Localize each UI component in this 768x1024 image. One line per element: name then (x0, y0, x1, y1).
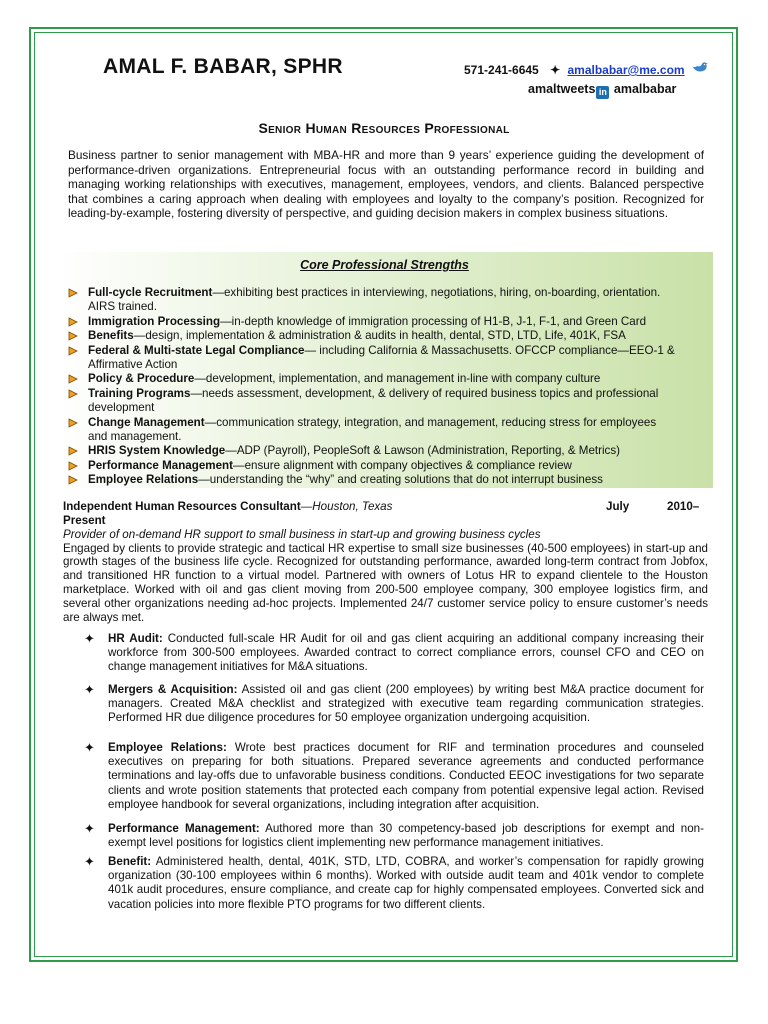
achievement-detail: Assisted oil and gas client (200 employees) by writing best M&A practice document for managers. Created M&A checklist and strategized with executive team regarding communication strategies. Performed HR due diligence procedures for 50 employee organization undergoing acquisition. (108, 683, 704, 725)
achievement-detail: Authored more than 30 competency-based job descriptions for exempt and non-exempt level positions for logistics client implementing new performance management initiatives. (108, 822, 704, 850)
strength-item (56, 372, 676, 386)
arrow-bullet-icon (68, 416, 80, 430)
contact-line (464, 62, 708, 77)
strength-item (56, 473, 676, 487)
strength-item (56, 329, 676, 343)
job-location: —Houston, Texas (300, 500, 393, 513)
achievement-label: Employee Relations: (108, 741, 227, 754)
achievement-text (108, 632, 704, 675)
achievement-label: HR Audit: (108, 632, 163, 645)
achievement-label: Performance Management: (108, 822, 260, 835)
strength-item (56, 416, 676, 445)
arrow-bullet-icon (68, 444, 80, 458)
linkedin-icon[interactable]: in (596, 86, 609, 99)
strength-text: — including California & Massachusetts. OFCCP compliance—EEO-1 & Affirmative Action (88, 343, 675, 372)
strength-text: —ensure alignment with company objectives & compliance review (232, 458, 572, 472)
strength-text: —ADP (Payroll), PeopleSoft & Lawson (Administration, Reporting, & Metrics) (225, 444, 621, 458)
job-role: Independent Human Resources Consultant (63, 500, 301, 513)
strength-label: Federal & Multi-state Legal Compliance (88, 343, 305, 357)
strengths-list (56, 286, 676, 488)
achievement-text (108, 822, 704, 850)
separator-diamond-icon: ✦ (550, 63, 561, 77)
job-start-year: 2010– (667, 500, 700, 513)
strength-label: Immigration Processing (88, 314, 221, 328)
job-tagline: Provider of on-demand HR support to small business in start-up and growing business cycles (63, 527, 541, 541)
star-bullet-icon: ✦ (84, 740, 95, 755)
experience-entry (63, 500, 708, 624)
strength-item (56, 286, 676, 315)
email-link[interactable]: amalbabar@me.com (567, 63, 685, 77)
star-bullet-icon: ✦ (84, 682, 95, 697)
social-line (528, 82, 676, 99)
strength-label: Training Programs (88, 386, 191, 400)
resume-title: Senior Human Resources Professional (258, 120, 510, 136)
achievement-text (108, 855, 704, 912)
arrow-bullet-icon (68, 344, 80, 358)
strength-label: Full-cycle Recruitment (88, 286, 213, 299)
strength-text: —understanding the “why” and creating solutions that do not interrupt business (198, 473, 603, 487)
strength-text: —exhibiting best practices in interviewing, negotiations, hiring, on-boarding, orientation. AIRS trained. (88, 286, 661, 314)
twitter-handle[interactable]: amaltweets (528, 82, 596, 96)
strength-label: Performance Management (88, 458, 233, 472)
achievement-detail: Conducted full-scale HR Audit for oil and gas client acquiring an additional company increasing their workforce from 300-500 employees. Awarded contract to correct compliance errors, counsel CFO and CEO on change management initiatives for M&A situations. (108, 632, 705, 674)
strength-item (56, 459, 676, 473)
achievement-detail: Administered health, dental, 401K, STD, LTD, COBRA, and worker’s compensation for rapidly growing organization (30-100 employees within 6 months). Worked with outside audit team and 401k vendor to complete 401k audit procedures, ensure compliance, and create cap for highly compensated employees. Converted sick and vacation policies into more flexible PTO programs for two different clients. (108, 855, 704, 911)
strength-text: —design, implementation & administration & audits in health, dental, STD, LTD, Life, 401K, FSA (133, 329, 626, 343)
strength-item (56, 444, 676, 458)
strength-label: Benefits (88, 329, 134, 343)
job-start-month: July (606, 500, 630, 513)
strength-text: —communication strategy, integration, and management, reducing stress for employees and management. (88, 415, 657, 444)
achievement-text (108, 741, 704, 812)
arrow-bullet-icon (68, 459, 80, 473)
strength-label: Policy & Procedure (88, 372, 195, 386)
star-bullet-icon: ✦ (84, 631, 95, 646)
arrow-bullet-icon (68, 473, 80, 487)
achievement-detail: Wrote best practices document for RIF and termination procedures and counseled executives on preparing for both situations. Prepared severance agreements and conducted performance terminations and lay-offs due to unfavorable business conditions. Conducted EEOC investigations for two separate clients and wrote position statements that protected each company from potential expensive legal action. Revised employee handbook for several organizations, including integration after acquisition. (108, 741, 704, 811)
arrow-bullet-icon (68, 372, 80, 386)
arrow-bullet-icon (68, 286, 80, 300)
arrow-bullet-icon (68, 329, 80, 343)
arrow-bullet-icon (68, 387, 80, 401)
star-bullet-icon: ✦ (84, 854, 95, 869)
strength-label: HRIS System Knowledge (88, 444, 226, 458)
summary-paragraph: Business partner to senior management with MBA-HR and more than 9 years’ experience guiding the development of performance-driven organizations. Entrepreneurial focus with an outstanding performance record in building and managing working relationships with executives, management, employees, vendors, and clients. Balanced perspective that combines a caring approach when dealing with employees and loyalty to the company’s position. Recognized for leading-by-example, fostering diversity of perspective, and guiding decision makers in complex business situations. (68, 148, 704, 221)
strength-label: Employee Relations (88, 473, 199, 487)
strength-item (56, 315, 676, 329)
star-bullet-icon: ✦ (84, 821, 95, 836)
job-header (63, 500, 708, 514)
strength-text: —needs assessment, development, & delivery of required business topics and professional development (88, 386, 659, 415)
achievement-label: Benefit: (108, 855, 152, 868)
strength-label: Change Management (88, 415, 205, 429)
achievement-label: Mergers & Acquisition: (108, 683, 238, 696)
candidate-name: AMAL F. BABAR, SPHR (103, 55, 343, 78)
achievement-text (108, 683, 704, 726)
strength-item (56, 387, 676, 416)
phone-number: 571-241-6645 (464, 63, 539, 77)
twitter-bird-icon[interactable] (692, 62, 708, 76)
job-description: Engaged by clients to provide strategic and tactical HR expertise to small size businesses (40-500 employees) in start-up and growth stages of the business life cycle. Recognized for outstanding performance, awarded long-term contract from Jobfox, and transitioned HR function to a virtual model. Partnered with owners of Lotus HR to expand clientele to the Houston marketplace. Worked with oil and gas client moving from 200-500 employee company, 300 employee logistics firm, and several other organizations needing ad-hoc projects. Implemented 24/7 customer service policy to ensure customer’s needs are always met. (63, 541, 708, 624)
linkedin-handle[interactable]: amalbabar (613, 82, 677, 96)
job-end-date: Present (63, 514, 106, 527)
strength-item (56, 344, 676, 373)
arrow-bullet-icon (68, 315, 80, 329)
strengths-heading: Core Professional Strengths (300, 258, 469, 272)
strength-text: —development, implementation, and management in-line with company culture (194, 372, 601, 386)
core-strengths-panel (56, 252, 713, 488)
strength-text: —in-depth knowledge of immigration processing of H1-B, J-1, F-1, and Green Card (220, 314, 647, 328)
